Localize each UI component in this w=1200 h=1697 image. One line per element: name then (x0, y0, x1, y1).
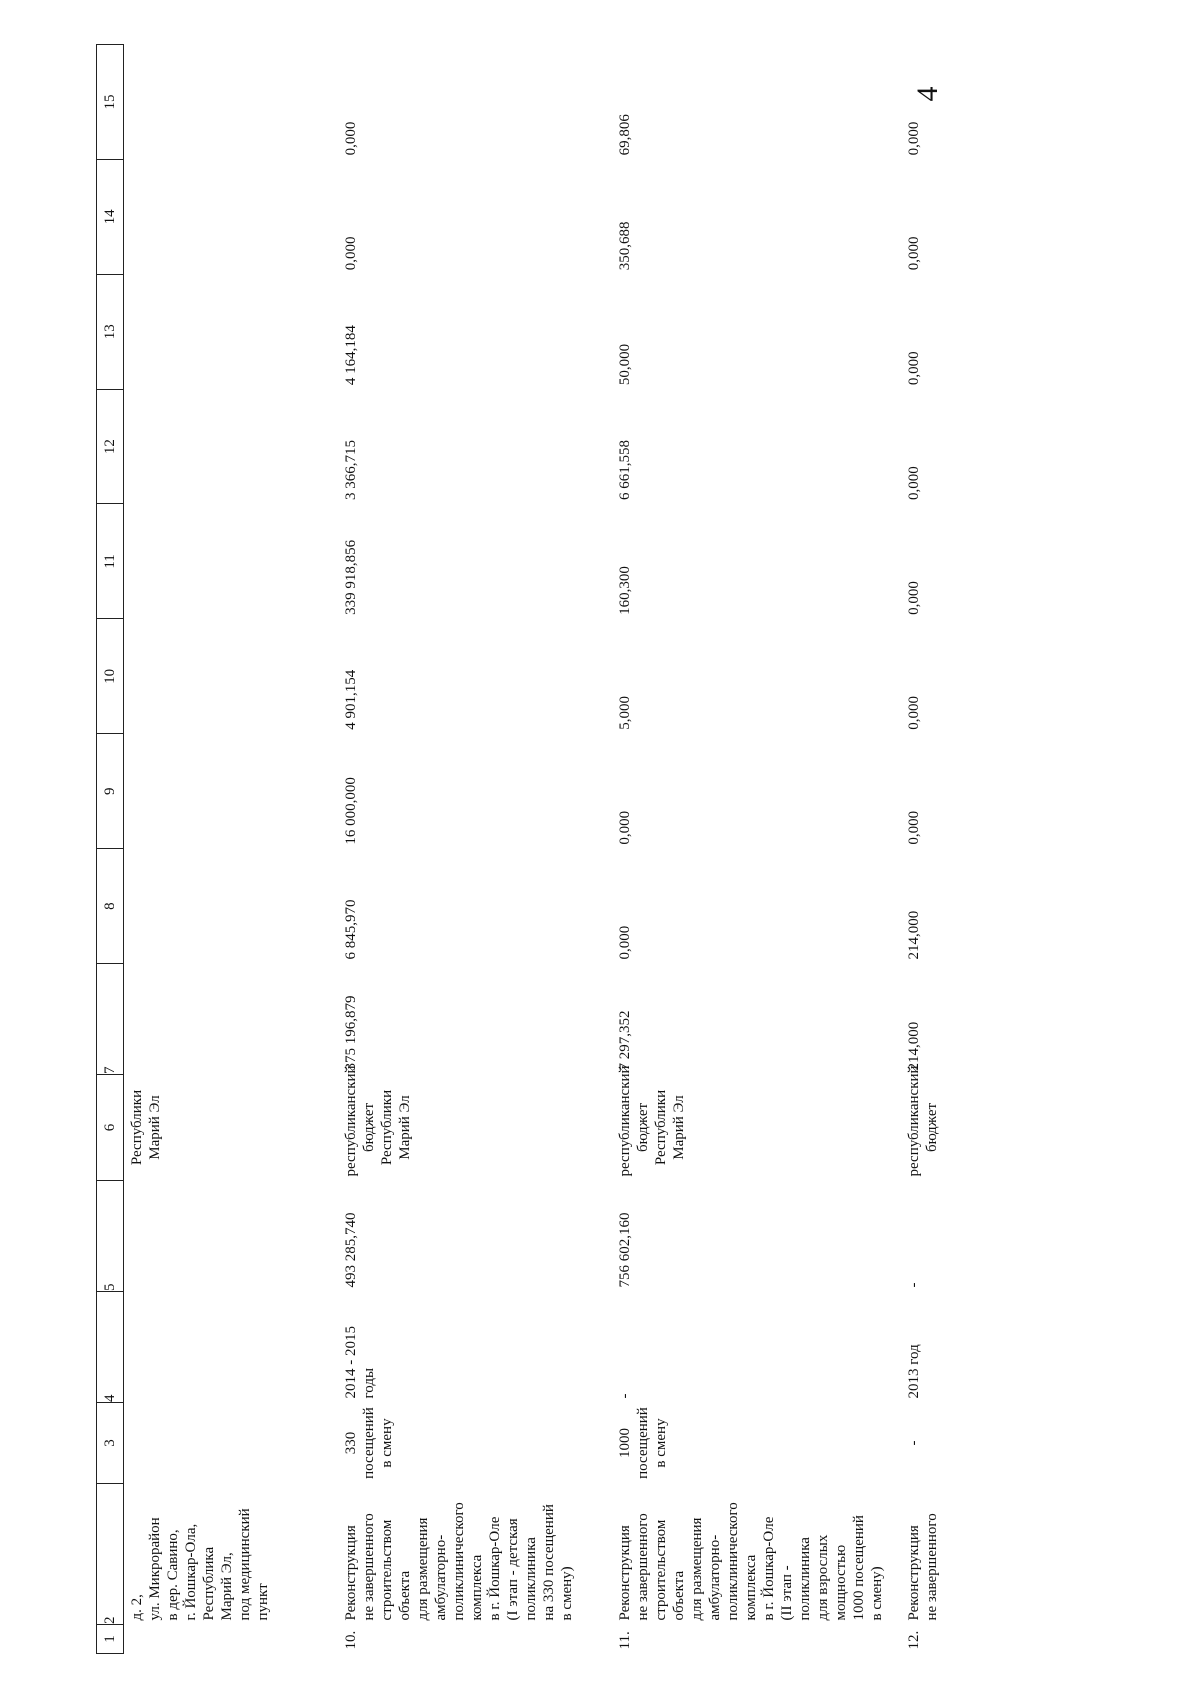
column-header: 13 (97, 274, 124, 389)
table-row (124, 45, 339, 1654)
value-cell: 160,300 (617, 566, 633, 615)
value-cell: 7 297,352 (617, 1010, 633, 1071)
column-header: 6 (97, 1075, 124, 1181)
column-header: 4 (97, 1292, 124, 1403)
column-header: 2 (97, 1484, 124, 1625)
table-row (612, 45, 901, 1654)
value-cell: 0,000 (617, 925, 633, 960)
value-cell: 0,000 (906, 810, 922, 845)
value-cell: 0,000 (906, 581, 922, 615)
capacity: 1000 посещений в смену (617, 1407, 669, 1479)
column-header: 1 (97, 1625, 124, 1654)
value-cell: 0,000 (343, 121, 359, 156)
value-cell: 0,000 (617, 810, 633, 845)
column-number-row (97, 45, 124, 1654)
period (124, 1292, 339, 1403)
row-number: 10. (343, 1630, 359, 1650)
object-name: Реконструкция не завершенного строительством объекта для размещения амбулаторно- поликлинического комплекса в г. Йошкар-Оле (I этап - детская поликлиника на 330 посещений в смену) (343, 1502, 575, 1621)
estimated-cost: 493 285,740 (343, 1212, 359, 1288)
value-cell: 6 661,558 (617, 440, 633, 500)
column-header: 7 (97, 964, 124, 1075)
value-cell: 0,000 (343, 236, 359, 271)
value-cell: 375 196,879 (343, 995, 359, 1071)
period: - (617, 1393, 633, 1399)
value-cell: 5,000 (617, 696, 633, 730)
estimated-cost: - (906, 1282, 922, 1288)
column-header: 10 (97, 619, 124, 734)
funding-source: Республики Марий Эл (129, 1089, 163, 1166)
funding-source: республиканский бюджет (906, 1065, 940, 1177)
column-header: 8 (97, 849, 124, 964)
value-cell: 214,000 (906, 1021, 922, 1071)
object-name: Реконструкция не завершенного строительством объекта для размещения амбулаторно- поликлинического комплекса в г. Йошкар-Оле (II этап - поликлиника для взрослых мощностью 1000 посещений в смену) (617, 1502, 885, 1621)
page-number: 4 (911, 86, 944, 102)
value-cell (124, 849, 339, 964)
value-cell: 214,000 (906, 910, 922, 960)
column-header: 12 (97, 389, 124, 504)
row-number: 12. (906, 1630, 922, 1650)
value-cell (124, 504, 339, 619)
value-cell: 6 845,970 (343, 899, 359, 960)
object-name: д. 2, ул. Микрорайон в дер. Савино, г. Йошкар-Ола, Республика Марий Эл, под медицинский пункт (129, 1508, 271, 1621)
column-header: 11 (97, 504, 124, 619)
capacity: 330 посещений в смену (343, 1407, 395, 1479)
estimated-cost (124, 1181, 339, 1292)
column-header: 5 (97, 1181, 124, 1292)
value-cell: 4 164,184 (343, 325, 359, 386)
value-cell: 0,000 (906, 351, 922, 386)
value-cell: 339 918,856 (343, 539, 359, 615)
value-cell: 69,806 (617, 114, 633, 156)
period: 2014 - 2015 годы (343, 1326, 377, 1399)
column-header: 14 (97, 159, 124, 274)
table-row (338, 45, 612, 1654)
estimated-cost: 756 602,160 (617, 1212, 633, 1288)
value-cell: 0,000 (906, 121, 922, 156)
value-cell (124, 619, 339, 734)
row-number (124, 1625, 339, 1654)
value-cell (124, 389, 339, 504)
column-header: 9 (97, 734, 124, 849)
value-cell: 0,000 (906, 236, 922, 271)
row-number: 11. (617, 1631, 633, 1650)
funding-source: республиканский бюджет Республики Марий Эл (343, 1065, 413, 1177)
value-cell: 50,000 (617, 343, 633, 386)
capacity: - (906, 1440, 922, 1446)
value-cell: 3 366,715 (343, 440, 359, 500)
value-cell (124, 45, 339, 160)
funding-source: республиканский бюджет Республики Марий Эл (617, 1065, 687, 1177)
value-cell: 0,000 (906, 696, 922, 730)
value-cell: 4 901,154 (343, 669, 359, 730)
capacity (124, 1403, 339, 1484)
object-name: Реконструкция не завершенного (906, 1513, 940, 1621)
period: 2013 год (906, 1344, 922, 1399)
column-header: 15 (97, 45, 124, 160)
column-header: 3 (97, 1403, 124, 1484)
value-cell: 350,688 (617, 221, 633, 271)
value-cell (124, 159, 339, 274)
investment-table (96, 44, 965, 1654)
table-row (901, 45, 965, 1654)
value-cell (124, 964, 339, 1075)
value-cell: 0,000 (906, 466, 922, 500)
value-cell: 16 000,000 (343, 777, 359, 845)
value-cell (124, 734, 339, 849)
rotated-table-frame (96, 44, 1106, 1654)
value-cell (124, 274, 339, 389)
